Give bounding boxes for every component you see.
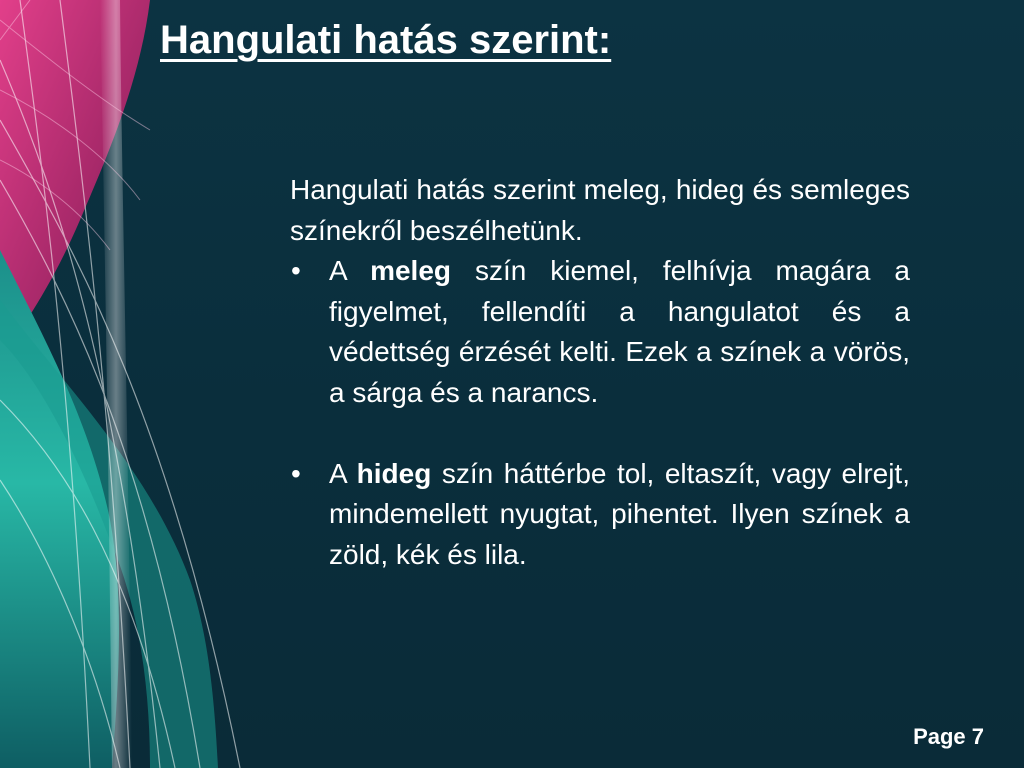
bullet-prefix: A — [329, 457, 357, 489]
slide-title: Hangulati hatás szerint: — [160, 18, 612, 62]
bullet-prefix: A — [329, 255, 371, 286]
slide-body — [290, 170, 910, 575]
bullet-keyword-meleg: meleg — [370, 255, 452, 286]
bullet-item-cold-colors — [290, 454, 910, 576]
bullet-marker: • — [291, 255, 301, 286]
bullet-list — [290, 251, 910, 575]
intro-paragraph: Hangulati hatás szerint meleg, hideg és semleges színekről beszélhetünk. — [290, 174, 910, 246]
page-number: Page 7 — [913, 724, 984, 749]
bullet-text: szín kiemel, felhívja magára a figyelmet, fellendíti a hangulatot és a védettség érzését kelti. Ezek a színek a vörös, a sárga és a narancs. — [329, 255, 910, 408]
bullet-text: szín háttérbe tol, eltaszít, vagy elrejt, mindemellett nyugtat, pihentet. Ilyen színek a zöld, kék és lila. — [329, 457, 910, 570]
bullet-marker: • — [291, 457, 301, 489]
decorative-swirl-graphic — [0, 0, 260, 768]
bullet-keyword-hideg: hideg — [356, 457, 432, 489]
bullet-item-warm-colors — [290, 251, 910, 413]
